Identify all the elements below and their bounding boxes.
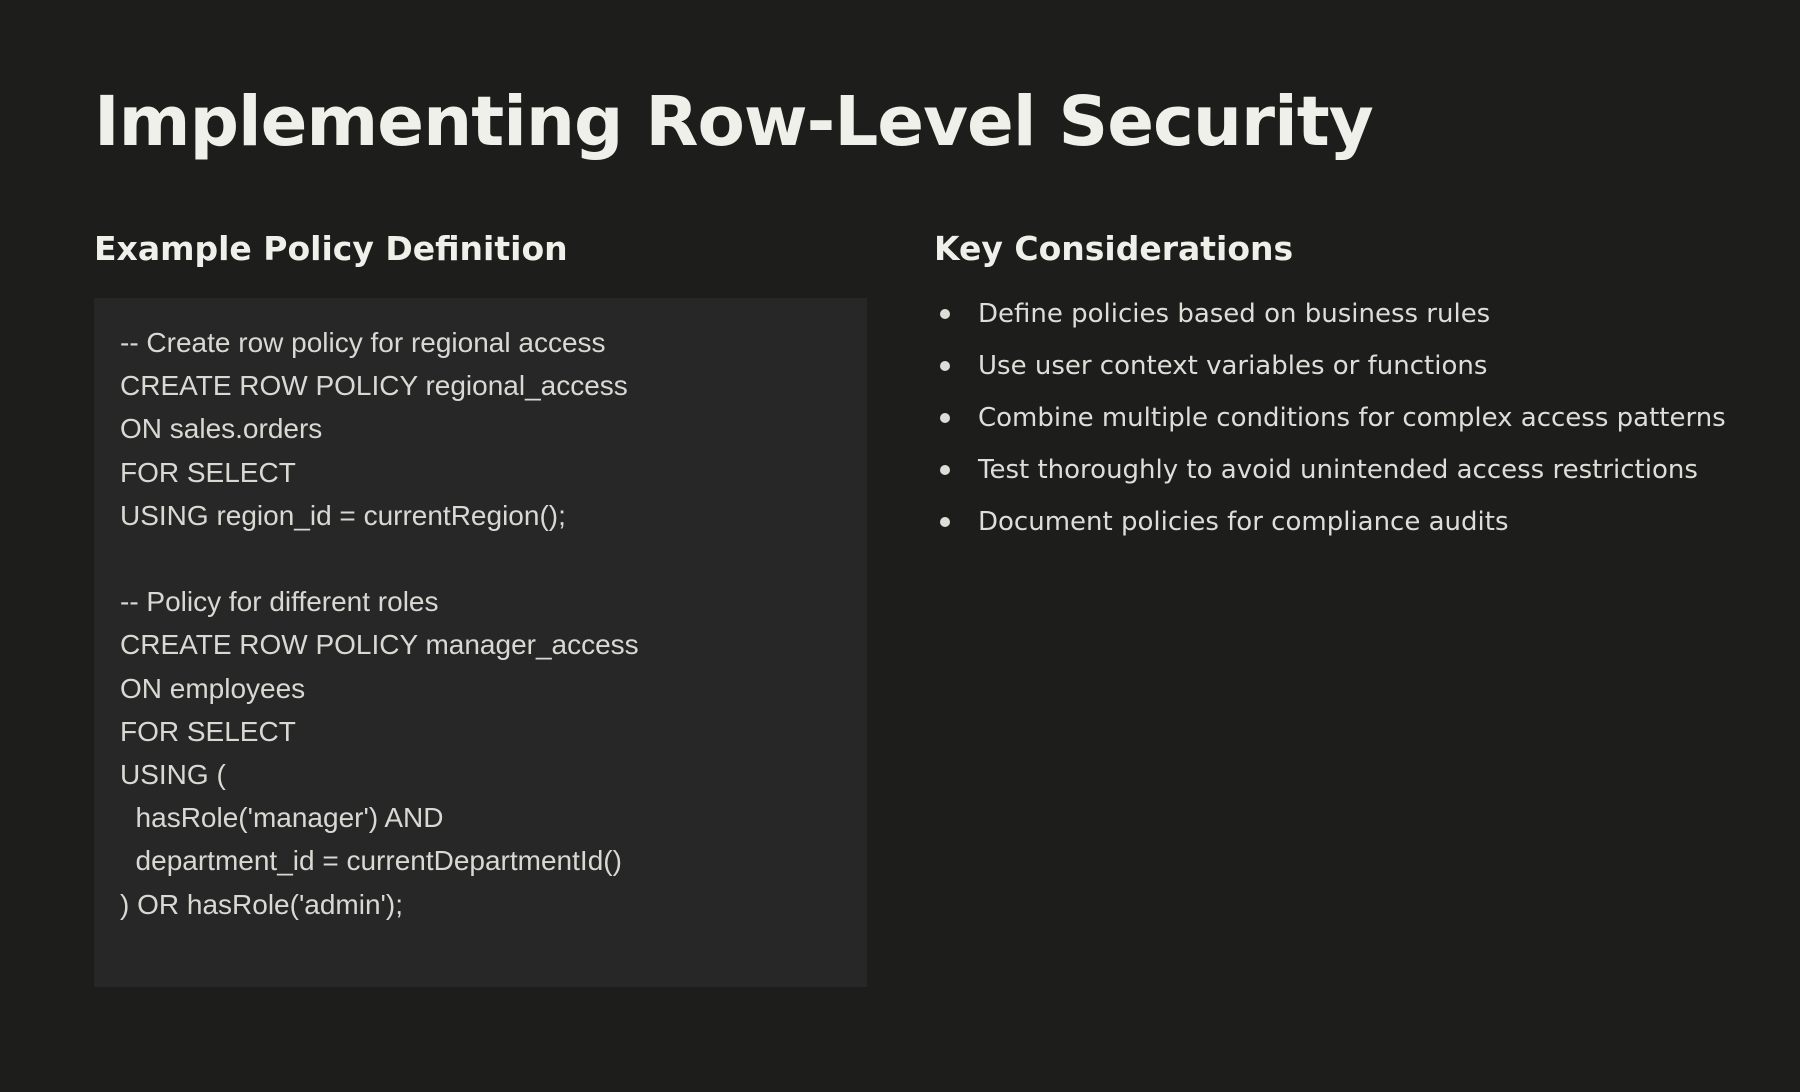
considerations-list xyxy=(934,292,1754,552)
list-item-text: Combine multiple conditions for complex access patterns xyxy=(978,403,1726,433)
key-considerations-heading: Key Considerations xyxy=(934,229,1294,268)
page-title: Implementing Row-Level Security xyxy=(94,82,1373,162)
bullet-icon xyxy=(940,517,950,527)
bullet-icon xyxy=(940,465,950,475)
list-item xyxy=(934,448,1754,492)
list-item-text: Use user context variables or functions xyxy=(978,351,1488,381)
code-panel xyxy=(94,298,867,987)
list-item xyxy=(934,292,1754,336)
example-policy-heading: Example Policy Definition xyxy=(94,229,568,268)
list-item xyxy=(934,344,1754,388)
bullet-icon xyxy=(940,361,950,371)
list-item-text: Test thoroughly to avoid unintended access restrictions xyxy=(978,455,1698,485)
list-item xyxy=(934,500,1754,544)
list-item-text: Document policies for compliance audits xyxy=(978,507,1509,537)
list-item xyxy=(934,396,1754,440)
list-item-text: Define policies based on business rules xyxy=(978,299,1491,329)
bullet-icon xyxy=(940,413,950,423)
bullet-icon xyxy=(940,309,950,319)
policy-code-block: -- Create row policy for regional access CREATE ROW POLICY regional_access ON sales.orders FOR SELECT USING region_id = currentRegion(); -- Policy for different roles CREATE ROW POLICY manager_access ON employees FOR SELECT USING ( hasRole('manager') AND department_id = currentDepartmentId() ) OR hasRole('admin'); xyxy=(120,327,639,920)
